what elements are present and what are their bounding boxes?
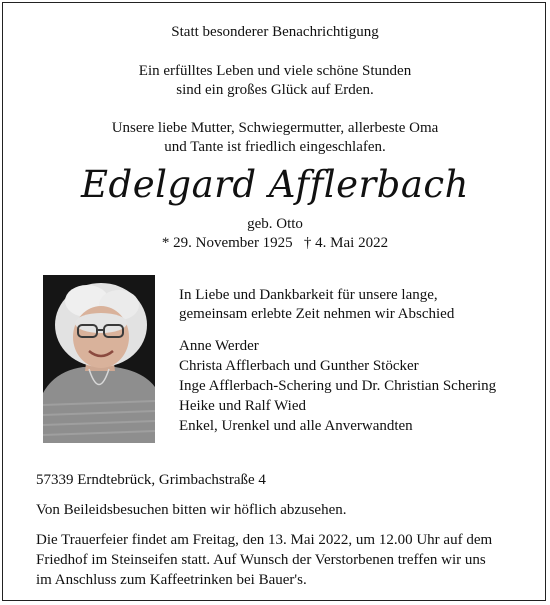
quote-line-1: Ein erfülltes Leben und viele schöne Stunden [138, 63, 412, 79]
funeral-line-2: Friedhof im Steinseifen statt. Auf Wunsch der Verstorbenen treffen wir uns [36, 552, 486, 568]
condolence-note: Von Beileidsbesuchen bitten wir höflich abzusehen. [36, 502, 347, 518]
header-text: Statt besonderer Benachrichtigung [171, 24, 379, 40]
funeral-line-1: Die Trauerfeier findet am Freitag, den 13. Mai 2022, um 12.00 Uhr auf dem [36, 532, 493, 548]
birth-name: geb. Otto [247, 216, 303, 232]
life-dates: * 29. November 1925 † 4. Mai 2022 [161, 235, 389, 251]
farewell-line-1: In Liebe und Dankbarkeit für unsere lange, [179, 287, 438, 303]
deceased-name: Edelgard Afflerbach [81, 163, 469, 206]
intro-line-1: Unsere liebe Mutter, Schwiegermutter, allerbeste Oma [111, 120, 439, 136]
farewell-line-2: gemeinsam erlebte Zeit nehmen wir Abschied [179, 306, 455, 322]
mourner-item: Anne Werder [179, 338, 259, 354]
mourner-item: Heike und Ralf Wied [179, 398, 307, 414]
funeral-line-3: im Anschluss zum Kaffeetrinken bei Bauer's. [36, 572, 307, 588]
portrait-illustration [43, 275, 155, 443]
quote-line-2: sind ein großes Glück auf Erden. [176, 82, 374, 98]
mourner-item: Christa Afflerbach und Gunther Stöcker [179, 358, 419, 374]
mourner-item: Enkel, Urenkel und alle Anverwandten [179, 418, 413, 434]
address: 57339 Erndtebrück, Grimbachstraße 4 [36, 472, 266, 488]
intro-line-2: und Tante ist friedlich eingeschlafen. [164, 139, 386, 155]
mourner-item: Inge Afflerbach-Schering und Dr. Christian Schering [179, 378, 497, 394]
portrait-photo [43, 275, 155, 443]
